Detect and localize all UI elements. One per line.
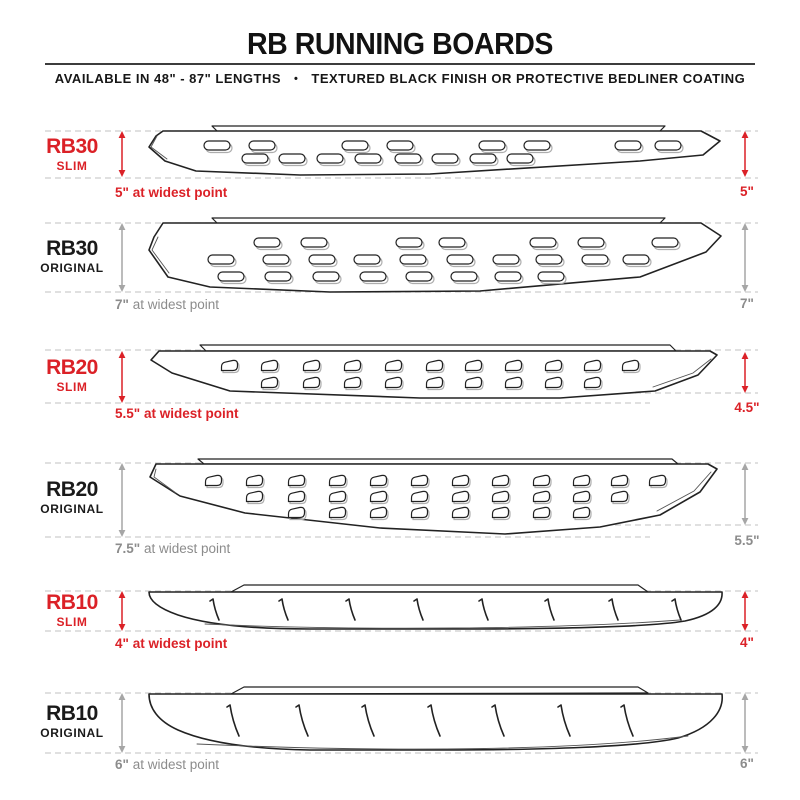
measure-arrow-rb20-original-right	[742, 463, 749, 525]
board-drawing-rb10-original	[149, 687, 722, 750]
measure-arrow-rb30-slim-right	[742, 131, 749, 177]
width-note-rb10-slim	[115, 636, 227, 651]
width-note-rb20-slim	[115, 406, 238, 421]
width-text: at widest point	[143, 541, 231, 556]
board-drawing-rb10-slim	[149, 585, 722, 629]
variant-name: SLIM	[56, 615, 88, 629]
variant-name: ORIGINAL	[40, 502, 104, 516]
measure-arrow-rb10-slim-right	[742, 591, 749, 631]
width-value: 7.5"	[115, 541, 141, 556]
label-rb10-slim	[24, 592, 120, 628]
width-value: 5.5"	[115, 406, 141, 421]
board-drawing-rb20-original	[150, 459, 717, 534]
model-name: RB20	[46, 478, 98, 501]
right-width-rb10-original: 6"	[740, 756, 754, 771]
model-name: RB20	[46, 356, 98, 379]
width-text: at widest point	[132, 297, 219, 312]
board-drawing-rb30-slim	[149, 126, 720, 175]
page-subtitle	[0, 71, 800, 86]
model-name: RB10	[46, 702, 98, 725]
model-name: RB30	[46, 135, 98, 158]
right-width-rb20-original: 5.5"	[734, 533, 760, 548]
width-note-rb10-original	[115, 757, 219, 772]
width-value: 4"	[115, 636, 129, 651]
width-note-rb30-original	[115, 297, 219, 312]
label-rb30-original	[24, 238, 120, 274]
title-underline	[45, 63, 755, 65]
measure-arrow-rb10-original-right	[742, 693, 749, 753]
width-value: 6"	[115, 757, 129, 772]
model-name: RB10	[46, 591, 98, 614]
measure-arrow-rb30-original-right	[742, 223, 749, 292]
width-text: at widest point	[132, 185, 228, 200]
page-title: RB RUNNING BOARDS	[247, 26, 553, 61]
label-rb20-original	[24, 479, 120, 515]
label-rb20-slim	[24, 357, 120, 393]
model-name: RB30	[46, 237, 98, 260]
variant-name: ORIGINAL	[40, 726, 104, 740]
right-width-rb10-slim: 4"	[740, 635, 754, 650]
right-width-rb20-slim: 4.5"	[734, 400, 760, 415]
right-width-rb30-slim: 5"	[740, 184, 754, 199]
board-drawing-rb30-original	[149, 218, 721, 292]
width-note-rb20-original	[115, 541, 230, 556]
variant-name: SLIM	[56, 159, 88, 173]
board-drawing-rb20-slim	[151, 345, 717, 398]
variant-name: ORIGINAL	[40, 261, 104, 275]
label-rb30-slim	[24, 136, 120, 172]
subtitle-finish: TEXTURED BLACK FINISH OR PROTECTIVE BEDLINER COATING	[311, 71, 746, 86]
width-text: at widest point	[143, 406, 239, 421]
measure-arrow-rb20-slim-right	[742, 352, 749, 393]
subtitle-bullet-icon: •	[294, 73, 299, 85]
width-note-rb30-slim	[115, 185, 227, 200]
variant-name: SLIM	[56, 380, 88, 394]
width-value: 5"	[115, 185, 129, 200]
width-value: 7"	[115, 297, 129, 312]
right-width-rb30-original: 7"	[740, 296, 754, 311]
width-text: at widest point	[132, 636, 228, 651]
subtitle-lengths: AVAILABLE IN 48" - 87" LENGTHS	[54, 71, 282, 86]
label-rb10-original	[24, 703, 120, 739]
width-text: at widest point	[132, 757, 219, 772]
